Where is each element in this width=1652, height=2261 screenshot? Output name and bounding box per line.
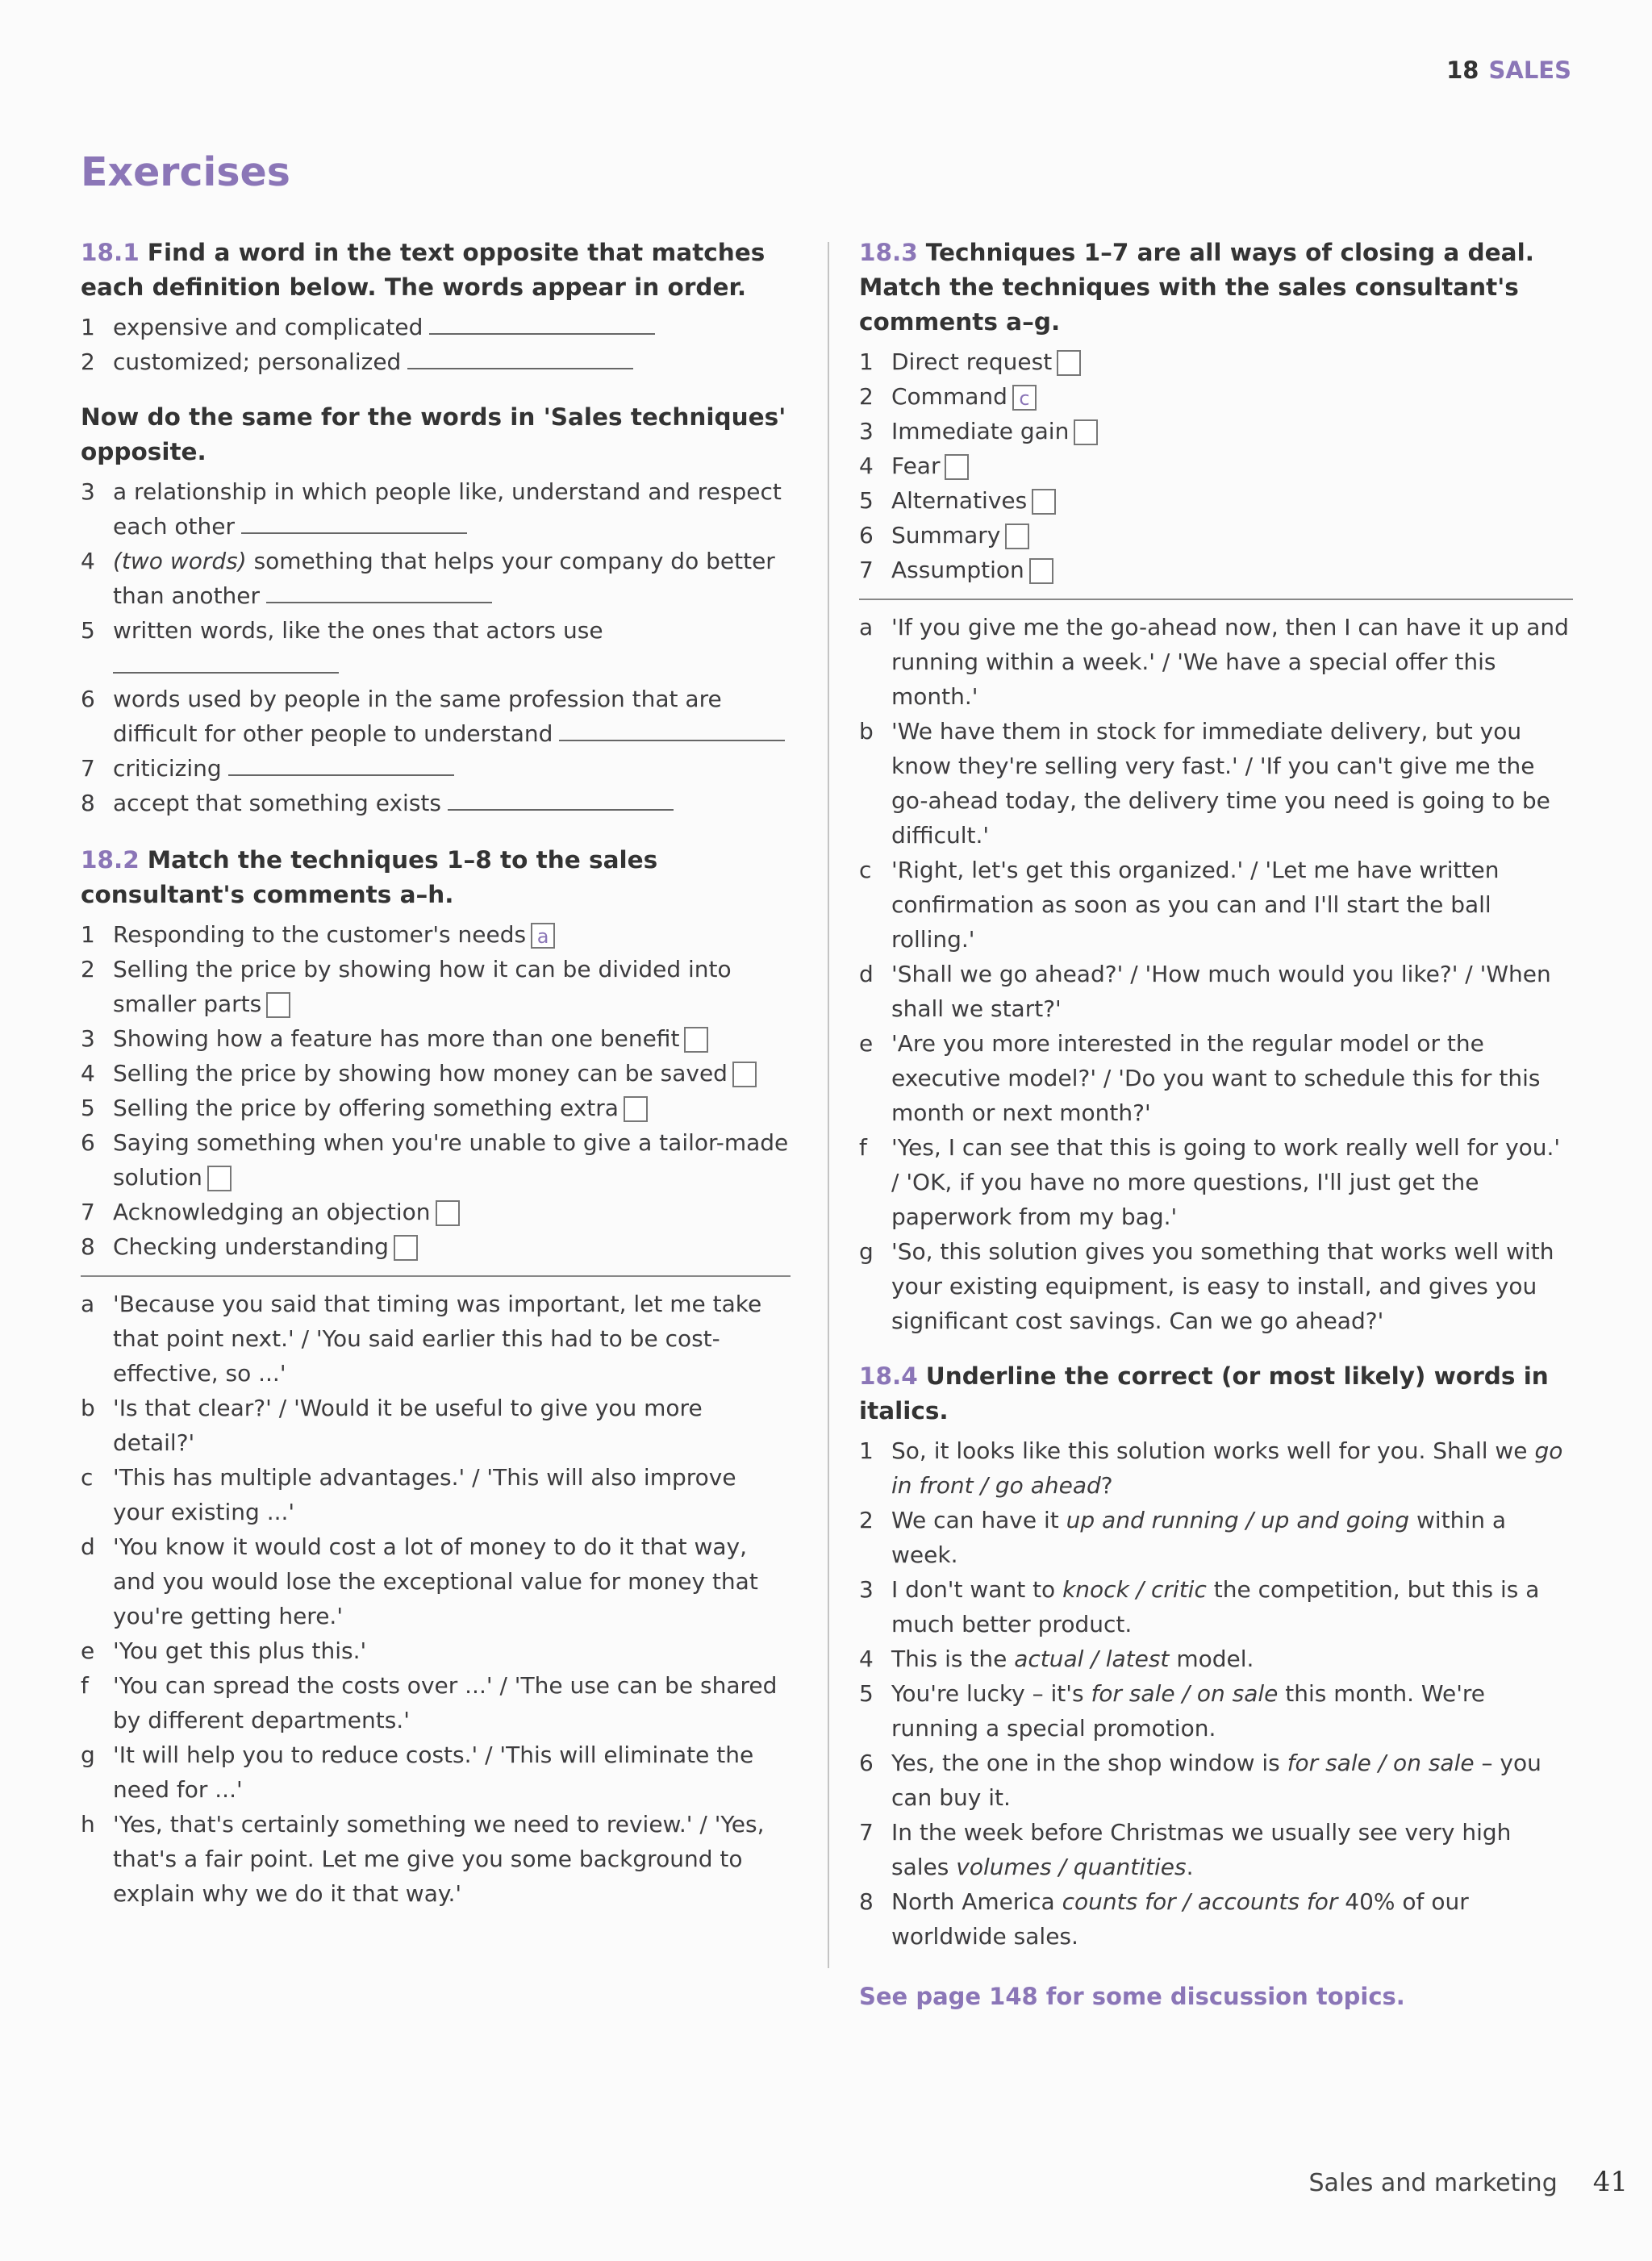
list-item: 7 criticizing bbox=[81, 751, 791, 786]
answer-blank[interactable] bbox=[429, 314, 655, 335]
page-header bbox=[1446, 56, 1571, 84]
column-divider bbox=[828, 242, 829, 1968]
separator-rule bbox=[859, 599, 1573, 600]
list-item: 8 accept that something exists bbox=[81, 786, 791, 820]
list-item: d 'Shall we go ahead?' / 'How much would you like?' / 'When shall we start?' bbox=[859, 961, 1551, 1022]
list-item: g 'So, this solution gives you something that works well with your existing equipment, is easy to install, and gives you significant cost savings. Can we go ahead?' bbox=[859, 1238, 1554, 1334]
answer-box[interactable] bbox=[684, 1027, 708, 1053]
choice-words[interactable]: for sale / on sale bbox=[1091, 1680, 1279, 1707]
answer-box[interactable] bbox=[1029, 558, 1053, 584]
exercise-number: 18.2 bbox=[81, 846, 140, 874]
answer-box[interactable] bbox=[945, 454, 969, 480]
exercise-18-1-list bbox=[81, 310, 791, 379]
list-item: a 'If you give me the go-ahead now, then I can have it up and running within a week.' / 'We have a special offer this month.' bbox=[859, 614, 1569, 710]
answer-box[interactable] bbox=[266, 992, 290, 1018]
separator-rule bbox=[81, 1275, 791, 1277]
discussion-topics-link[interactable]: See page 148 for some discussion topics. bbox=[859, 1983, 1405, 2010]
list-item: b 'We have them in stock for immediate delivery, but you know they're selling very fast.' / 'If you can't give me the go-ahead today, the delivery time you need is going to be difficult.' bbox=[859, 718, 1550, 849]
list-item: a 'Because you said that timing was important, let me take that point next.' / 'You said earlier this had to be cost-effective, so ...' bbox=[81, 1291, 762, 1387]
exercise-18-2-techniques bbox=[81, 917, 791, 1264]
list-item: 3 Immediate gain bbox=[859, 414, 1573, 448]
footer-topic: Sales and marketing bbox=[1308, 2169, 1558, 2197]
exercise-number: 18.1 bbox=[81, 239, 140, 266]
answer-blank[interactable] bbox=[559, 720, 785, 741]
answer-blank[interactable] bbox=[228, 755, 454, 776]
list-item: 5 written words, like the ones that actors use bbox=[81, 613, 791, 674]
list-item: 3 a relationship in which people like, understand and respect each other bbox=[81, 478, 782, 540]
choice-words[interactable]: for sale / on sale bbox=[1287, 1750, 1475, 1776]
exercise-18-2-instruction: 18.2 Match the techniques 1–8 to the sales consultant's comments a–h. bbox=[81, 846, 658, 908]
list-item: c 'This has multiple advantages.' / 'This will also improve your existing ...' bbox=[81, 1464, 736, 1525]
unit-number: 18 bbox=[1446, 56, 1479, 84]
list-item: 6 Saying something when you're unable to give a tailor-made solution bbox=[81, 1129, 789, 1191]
exercise-18-1-instruction: 18.1 Find a word in the text opposite that matches each definition below. The words appear in order. bbox=[81, 239, 766, 301]
page-title: Exercises bbox=[81, 149, 290, 195]
answer-box[interactable] bbox=[624, 1096, 648, 1122]
exercise-18-4-instruction: 18.4 Underline the correct (or most likely) words in italics. bbox=[859, 1362, 1549, 1425]
choice-words[interactable]: counts for / accounts for bbox=[1062, 1888, 1338, 1915]
answer-blank[interactable] bbox=[448, 790, 674, 811]
unit-section: SALES bbox=[1488, 56, 1571, 84]
list-item: f 'Yes, I can see that this is going to work really well for you.' / 'OK, if you have no more questions, I'll just get the paperwork from my bag.' bbox=[859, 1134, 1561, 1230]
choice-words[interactable]: up and running / up and going bbox=[1066, 1507, 1410, 1533]
list-item: 5 Selling the price by offering something extra bbox=[81, 1091, 791, 1125]
choice-words[interactable]: knock / critic bbox=[1062, 1576, 1207, 1603]
answer-box[interactable]: a bbox=[531, 923, 555, 949]
answer-box[interactable] bbox=[1074, 419, 1098, 445]
list-item: 7 Acknowledging an objection bbox=[81, 1195, 791, 1229]
exercise-18-3-instruction: 18.3 Techniques 1–7 are all ways of closing a deal. Match the techniques with the sales consultant's comments a–g. bbox=[859, 239, 1534, 336]
right-column bbox=[859, 236, 1573, 2010]
list-item: 1 So, it looks like this solution works well for you. Shall we go in front / go ahead? bbox=[859, 1437, 1563, 1499]
exercise-18-1-subinstruction: Now do the same for the words in 'Sales techniques' opposite. bbox=[81, 403, 786, 465]
answer-blank[interactable] bbox=[407, 348, 633, 369]
page-number: 41 bbox=[1592, 2166, 1628, 2198]
choice-words[interactable]: go in front / go ahead bbox=[891, 1437, 1563, 1499]
list-item: 1 Direct request bbox=[859, 344, 1573, 379]
answer-box[interactable]: c bbox=[1012, 385, 1037, 411]
list-item: 7 Assumption bbox=[859, 553, 1573, 587]
list-item: 4 (two words) something that helps your company do better than another bbox=[81, 548, 775, 609]
exercise-18-3-comments bbox=[859, 610, 1573, 1338]
answer-box[interactable] bbox=[1005, 524, 1029, 549]
list-item: 4 Selling the price by showing how money can be saved bbox=[81, 1056, 791, 1091]
list-item: 3 I don't want to knock / critic the competition, but this is a much better product. bbox=[859, 1576, 1540, 1637]
answer-box[interactable] bbox=[1032, 489, 1056, 515]
list-item: 5 Alternatives bbox=[859, 483, 1573, 518]
answer-blank[interactable] bbox=[113, 648, 339, 674]
list-item: 6 Yes, the one in the shop window is for sale / on sale – you can buy it. bbox=[859, 1750, 1541, 1811]
left-column bbox=[81, 236, 791, 1911]
list-item: 2 Selling the price by showing how it can be divided into smaller parts bbox=[81, 956, 732, 1017]
exercise-18-3-techniques bbox=[859, 344, 1573, 587]
list-item: 2 Command c bbox=[859, 379, 1573, 414]
answer-blank[interactable] bbox=[241, 513, 467, 534]
list-item: 1 expensive and complicated bbox=[81, 310, 791, 344]
list-item: 7 In the week before Christmas we usually see very high sales volumes / quantities. bbox=[859, 1819, 1512, 1880]
list-item: 4 Fear bbox=[859, 448, 1573, 483]
list-item: d 'You know it would cost a lot of money to do it that way, and you would lose the exceptional value for money that you're getting here.' bbox=[81, 1533, 758, 1629]
answer-box[interactable] bbox=[1057, 350, 1081, 376]
list-item: 6 Summary bbox=[859, 518, 1573, 553]
exercise-18-1-list-2 bbox=[81, 474, 791, 820]
list-item: g 'It will help you to reduce costs.' / 'This will eliminate the need for ...' bbox=[81, 1742, 754, 1803]
page-footer bbox=[1309, 2166, 1628, 2198]
list-item: 8 Checking understanding bbox=[81, 1229, 791, 1264]
list-item: 3 Showing how a feature has more than one benefit bbox=[81, 1021, 791, 1056]
list-item: c 'Right, let's get this organized.' / 'Let me have written confirmation as soon as you can and I'll start the ball rolling.' bbox=[859, 857, 1500, 953]
exercise-18-4-list bbox=[859, 1433, 1573, 1954]
exercise-18-2-comments bbox=[81, 1287, 791, 1911]
exercise-number: 18.4 bbox=[859, 1362, 918, 1390]
choice-words[interactable]: volumes / quantities bbox=[956, 1854, 1187, 1880]
exercise-number: 18.3 bbox=[859, 239, 918, 266]
list-item: 8 North America counts for / accounts for 40% of our worldwide sales. bbox=[859, 1888, 1469, 1950]
list-item: b 'Is that clear?' / 'Would it be useful to give you more detail?' bbox=[81, 1395, 703, 1456]
answer-box[interactable] bbox=[436, 1200, 460, 1226]
choice-words[interactable]: actual / latest bbox=[1014, 1646, 1170, 1672]
answer-box[interactable] bbox=[207, 1166, 232, 1191]
list-item: e 'Are you more interested in the regular model or the executive model?' / 'Do you want to schedule this for this month or next month?' bbox=[859, 1030, 1541, 1126]
list-item: e 'You get this plus this.' bbox=[81, 1637, 367, 1664]
list-item: 4 This is the actual / latest model. bbox=[859, 1646, 1254, 1672]
list-item: 2 customized; personalized bbox=[81, 344, 791, 379]
answer-blank[interactable] bbox=[266, 582, 492, 603]
list-item: f 'You can spread the costs over ...' / 'The use can be shared by different departments.' bbox=[81, 1672, 778, 1733]
list-item: 1 Responding to the customer's needs a bbox=[81, 917, 791, 952]
list-item: h 'Yes, that's certainly something we need to review.' / 'Yes, that's a fair point. Let me give you some background to explain why we do it that way.' bbox=[81, 1811, 765, 1907]
answer-box[interactable] bbox=[732, 1062, 757, 1087]
list-item: 5 You're lucky – it's for sale / on sale this month. We're running a special promotion. bbox=[859, 1680, 1486, 1742]
list-item: 6 words used by people in the same profession that are difficult for other people to understand bbox=[81, 682, 791, 751]
answer-box[interactable] bbox=[394, 1235, 418, 1261]
list-item: 2 We can have it up and running / up and going within a week. bbox=[859, 1507, 1507, 1568]
